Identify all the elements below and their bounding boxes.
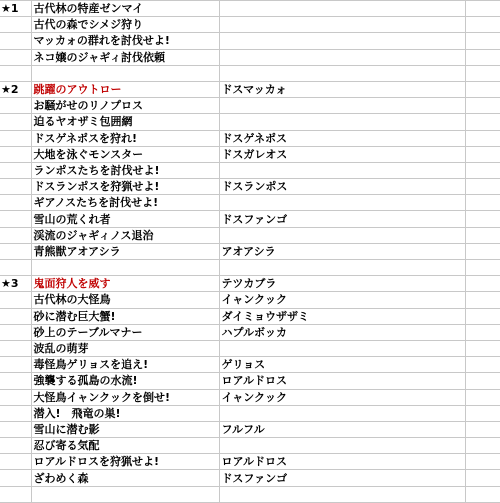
rank-cell[interactable]	[0, 340, 31, 356]
empty-cell[interactable]	[465, 340, 500, 356]
rank-cell[interactable]	[0, 33, 31, 49]
table-row	[0, 438, 500, 454]
target-monster-cell[interactable]	[219, 340, 465, 356]
rank-cell[interactable]	[0, 17, 31, 33]
quest-name-cell[interactable]: 渓流のジャギィノス退治	[31, 227, 219, 243]
empty-cell[interactable]	[465, 195, 500, 211]
empty-cell[interactable]	[465, 227, 500, 243]
empty-cell[interactable]	[465, 308, 500, 324]
rank-cell[interactable]: ★3	[0, 276, 31, 292]
rank-cell[interactable]	[0, 195, 31, 211]
target-monster-cell[interactable]: テツカブラ	[219, 276, 465, 292]
target-monster-cell[interactable]: イャンクック	[219, 292, 465, 308]
quest-name-cell[interactable]	[31, 260, 219, 276]
empty-cell[interactable]	[465, 421, 500, 437]
rank-cell[interactable]	[0, 308, 31, 324]
empty-cell[interactable]	[465, 98, 500, 114]
quest-name-cell[interactable]: マッカォの群れを討伐せよ!	[31, 33, 219, 49]
table-row	[0, 17, 500, 33]
empty-cell[interactable]	[465, 324, 500, 340]
table-row	[0, 421, 500, 437]
table-row	[0, 405, 500, 421]
target-monster-cell[interactable]	[219, 260, 465, 276]
rank-cell[interactable]: ★1	[0, 1, 31, 17]
rank-cell[interactable]	[0, 292, 31, 308]
table-row	[0, 292, 500, 308]
table-row	[0, 470, 500, 486]
empty-cell[interactable]	[465, 405, 500, 421]
target-monster-cell[interactable]: ハプルボッカ	[219, 324, 465, 340]
rank-cell[interactable]	[0, 49, 31, 65]
table-row	[0, 130, 500, 146]
empty-cell[interactable]	[465, 389, 500, 405]
empty-cell[interactable]	[465, 146, 500, 162]
target-monster-cell[interactable]	[219, 33, 465, 49]
quest-name-cell[interactable]: 迫るヤオザミ包囲網	[31, 114, 219, 130]
quest-name-cell[interactable]: 砂に潜む巨大蟹!	[31, 308, 219, 324]
rank-cell[interactable]	[0, 405, 31, 421]
quest-name-cell[interactable]: 大地を泳ぐモンスター	[31, 146, 219, 162]
target-monster-cell[interactable]	[219, 227, 465, 243]
table-row	[0, 308, 500, 324]
empty-cell[interactable]	[465, 260, 500, 276]
table-row	[0, 49, 500, 65]
grid-body	[0, 1, 500, 503]
rank-cell[interactable]: ★2	[0, 81, 31, 97]
table-row	[0, 146, 500, 162]
quest-name-cell[interactable]: 忍び寄る気配	[31, 438, 219, 454]
target-monster-cell[interactable]	[219, 98, 465, 114]
table-row	[0, 389, 500, 405]
empty-cell[interactable]	[465, 179, 500, 195]
rank-cell[interactable]	[0, 146, 31, 162]
quest-name-cell[interactable]: 青熊獣アオアシラ	[31, 243, 219, 259]
empty-cell[interactable]	[465, 33, 500, 49]
quest-name-cell[interactable]: お騒がせのリノプロス	[31, 98, 219, 114]
rank-cell[interactable]	[0, 470, 31, 486]
target-monster-cell[interactable]: ロアルドロス	[219, 373, 465, 389]
quest-name-cell[interactable]: 古代の森でシメジ狩り	[31, 17, 219, 33]
rank-cell[interactable]	[0, 98, 31, 114]
table-row	[0, 276, 500, 292]
rank-cell[interactable]	[0, 130, 31, 146]
quest-name-cell[interactable]: ざわめく森	[31, 470, 219, 486]
quest-name-cell[interactable]: 古代林の特産ゼンマイ	[31, 1, 219, 17]
rank-cell[interactable]	[0, 243, 31, 259]
empty-cell[interactable]	[465, 17, 500, 33]
quest-name-cell[interactable]: 古代林の大怪鳥	[31, 292, 219, 308]
empty-cell[interactable]	[465, 211, 500, 227]
empty-cell[interactable]	[465, 243, 500, 259]
quest-name-cell[interactable]: ドスランポスを狩猟せよ!	[31, 179, 219, 195]
empty-cell[interactable]	[465, 470, 500, 486]
rank-cell[interactable]	[0, 438, 31, 454]
empty-cell[interactable]	[465, 357, 500, 373]
rank-cell[interactable]	[0, 162, 31, 178]
target-monster-cell[interactable]: ドスランポス	[219, 179, 465, 195]
table-row	[0, 179, 500, 195]
rank-cell[interactable]	[0, 373, 31, 389]
quest-name-cell[interactable]: 毒怪鳥ゲリョスを追え!	[31, 357, 219, 373]
target-monster-cell[interactable]: ドスファンゴ	[219, 470, 465, 486]
target-monster-cell[interactable]: ロアルドロス	[219, 454, 465, 470]
target-monster-cell[interactable]	[219, 195, 465, 211]
table-row	[0, 65, 500, 81]
table-row	[0, 98, 500, 114]
target-monster-cell[interactable]	[219, 49, 465, 65]
target-monster-cell[interactable]: アオアシラ	[219, 243, 465, 259]
quest-name-cell[interactable]: 跳躍のアウトロー	[31, 81, 219, 97]
target-monster-cell[interactable]: ドスマッカォ	[219, 81, 465, 97]
rank-cell[interactable]	[0, 324, 31, 340]
table-row	[0, 227, 500, 243]
table-row	[0, 260, 500, 276]
quest-name-cell[interactable]: 雪山の荒くれ者	[31, 211, 219, 227]
empty-cell[interactable]	[465, 130, 500, 146]
table-row	[0, 33, 500, 49]
quest-name-cell[interactable]: 雪山に潜む影	[31, 421, 219, 437]
empty-cell[interactable]	[465, 65, 500, 81]
target-monster-cell[interactable]: ゲリョス	[219, 357, 465, 373]
empty-cell[interactable]	[465, 1, 500, 17]
table-row	[0, 340, 500, 356]
target-monster-cell[interactable]	[219, 65, 465, 81]
empty-cell[interactable]	[465, 162, 500, 178]
table-row	[0, 81, 500, 97]
table-row	[0, 211, 500, 227]
rank-cell[interactable]	[0, 260, 31, 276]
empty-cell[interactable]	[465, 373, 500, 389]
target-monster-cell[interactable]: ダイミョウザザミ	[219, 308, 465, 324]
quest-name-cell[interactable]: 波乱の萌芽	[31, 340, 219, 356]
quest-name-cell[interactable]: 潜入! 飛竜の巣!	[31, 405, 219, 421]
target-monster-cell[interactable]: ドスゲネポス	[219, 130, 465, 146]
quest-name-cell[interactable]: 砂上のテーブルマナー	[31, 324, 219, 340]
empty-cell[interactable]	[465, 49, 500, 65]
quest-name-cell[interactable]: 鬼面狩人を威す	[31, 276, 219, 292]
rank-cell[interactable]	[0, 114, 31, 130]
quest-name-cell[interactable]: ギアノスたちを討伐せよ!	[31, 195, 219, 211]
rank-cell[interactable]	[0, 211, 31, 227]
quest-name-cell[interactable]: ロアルドロスを狩猟せよ!	[31, 454, 219, 470]
empty-cell[interactable]	[465, 438, 500, 454]
target-monster-cell[interactable]	[219, 162, 465, 178]
rank-cell[interactable]	[0, 65, 31, 81]
target-monster-cell[interactable]: ドスファンゴ	[219, 211, 465, 227]
target-monster-cell[interactable]	[219, 114, 465, 130]
target-monster-cell[interactable]	[219, 438, 465, 454]
table-row	[0, 324, 500, 340]
quest-name-cell[interactable]: ランポスたちを討伐せよ!	[31, 162, 219, 178]
target-monster-cell[interactable]: フルフル	[219, 421, 465, 437]
rank-cell[interactable]	[0, 389, 31, 405]
table-row	[0, 195, 500, 211]
target-monster-cell[interactable]	[219, 1, 465, 17]
table-row	[0, 373, 500, 389]
rank-cell[interactable]	[0, 421, 31, 437]
quest-name-cell[interactable]: ネコ嬢のジャギィ討伐依頼	[31, 49, 219, 65]
target-monster-cell[interactable]: ドスガレオス	[219, 146, 465, 162]
rank-cell[interactable]	[0, 454, 31, 470]
quest-name-cell[interactable]: ドスゲネポスを狩れ!	[31, 130, 219, 146]
target-monster-cell[interactable]	[219, 405, 465, 421]
table-row	[0, 1, 500, 17]
empty-cell[interactable]	[465, 114, 500, 130]
quest-name-cell[interactable]: 大怪鳥イャンクックを倒せ!	[31, 389, 219, 405]
rank-cell[interactable]	[0, 179, 31, 195]
rank-cell[interactable]	[0, 227, 31, 243]
empty-cell[interactable]	[465, 81, 500, 97]
quest-name-cell[interactable]	[31, 65, 219, 81]
target-monster-cell[interactable]: イャンクック	[219, 389, 465, 405]
table-row	[0, 243, 500, 259]
table-row	[0, 114, 500, 130]
target-monster-cell[interactable]	[219, 17, 465, 33]
empty-cell[interactable]	[465, 454, 500, 470]
empty-cell[interactable]	[465, 292, 500, 308]
table-row	[0, 454, 500, 470]
table-row	[0, 357, 500, 373]
table-row	[0, 162, 500, 178]
empty-cell[interactable]	[465, 276, 500, 292]
quest-name-cell[interactable]: 強襲する孤島の水流!	[31, 373, 219, 389]
rank-cell[interactable]	[0, 357, 31, 373]
